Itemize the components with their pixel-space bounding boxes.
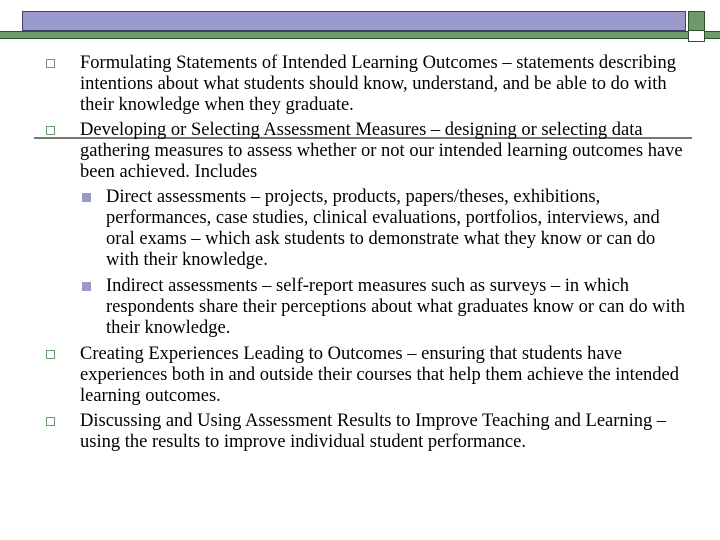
square-bullet-icon: [46, 417, 55, 426]
bullet-text: Developing or Selecting Assessment Measures – designing or selecting data gathering measures to assess whether or not our intended learning outcomes have been achieved. Includes: [80, 120, 683, 182]
bullet-text: Creating Experiences Leading to Outcomes – ensuring that students have experiences both in and outside their courses that help them achieve the intended learning outcomes.: [80, 344, 679, 406]
bullet-item: [46, 53, 686, 116]
bullet-text: Discussing and Using Assessment Results to Improve Teaching and Learning – using the results to improve individual student performance.: [80, 411, 667, 452]
filled-square-bullet-icon: [82, 282, 91, 291]
sub-bullet-text: Indirect assessments – self-report measures such as surveys – in which respondents share their perceptions about what graduates know or can do with their knowledge.: [106, 276, 685, 338]
corner-square: [688, 11, 705, 31]
bullet-item: [46, 120, 686, 183]
sub-bullet-item: [82, 276, 686, 339]
corner-square-lower: [688, 31, 705, 42]
filled-square-bullet-icon: [82, 193, 91, 202]
bullet-item: [46, 411, 686, 453]
bullet-text: Formulating Statements of Intended Learning Outcomes – statements describing intentions about what students should know, understand, and be able to do with their knowledge when they graduate.: [80, 53, 676, 115]
header-stripe-right: [705, 31, 720, 39]
slide-body: [46, 53, 686, 457]
square-bullet-icon: [46, 126, 55, 135]
square-bullet-icon: [46, 59, 55, 68]
sub-bullet-text: Direct assessments – projects, products, papers/theses, exhibitions, performances, case studies, clinical evaluations, portfolios, interviews, and oral exams – which ask students to demonstrate what they know or can do with their knowledge.: [106, 187, 660, 270]
bullet-item: [46, 344, 686, 407]
square-bullet-icon: [46, 350, 55, 359]
top-margin: [0, 0, 720, 10]
title-bar: [22, 11, 686, 31]
sub-bullet-item: [82, 187, 686, 271]
header-stripe: [0, 31, 688, 39]
